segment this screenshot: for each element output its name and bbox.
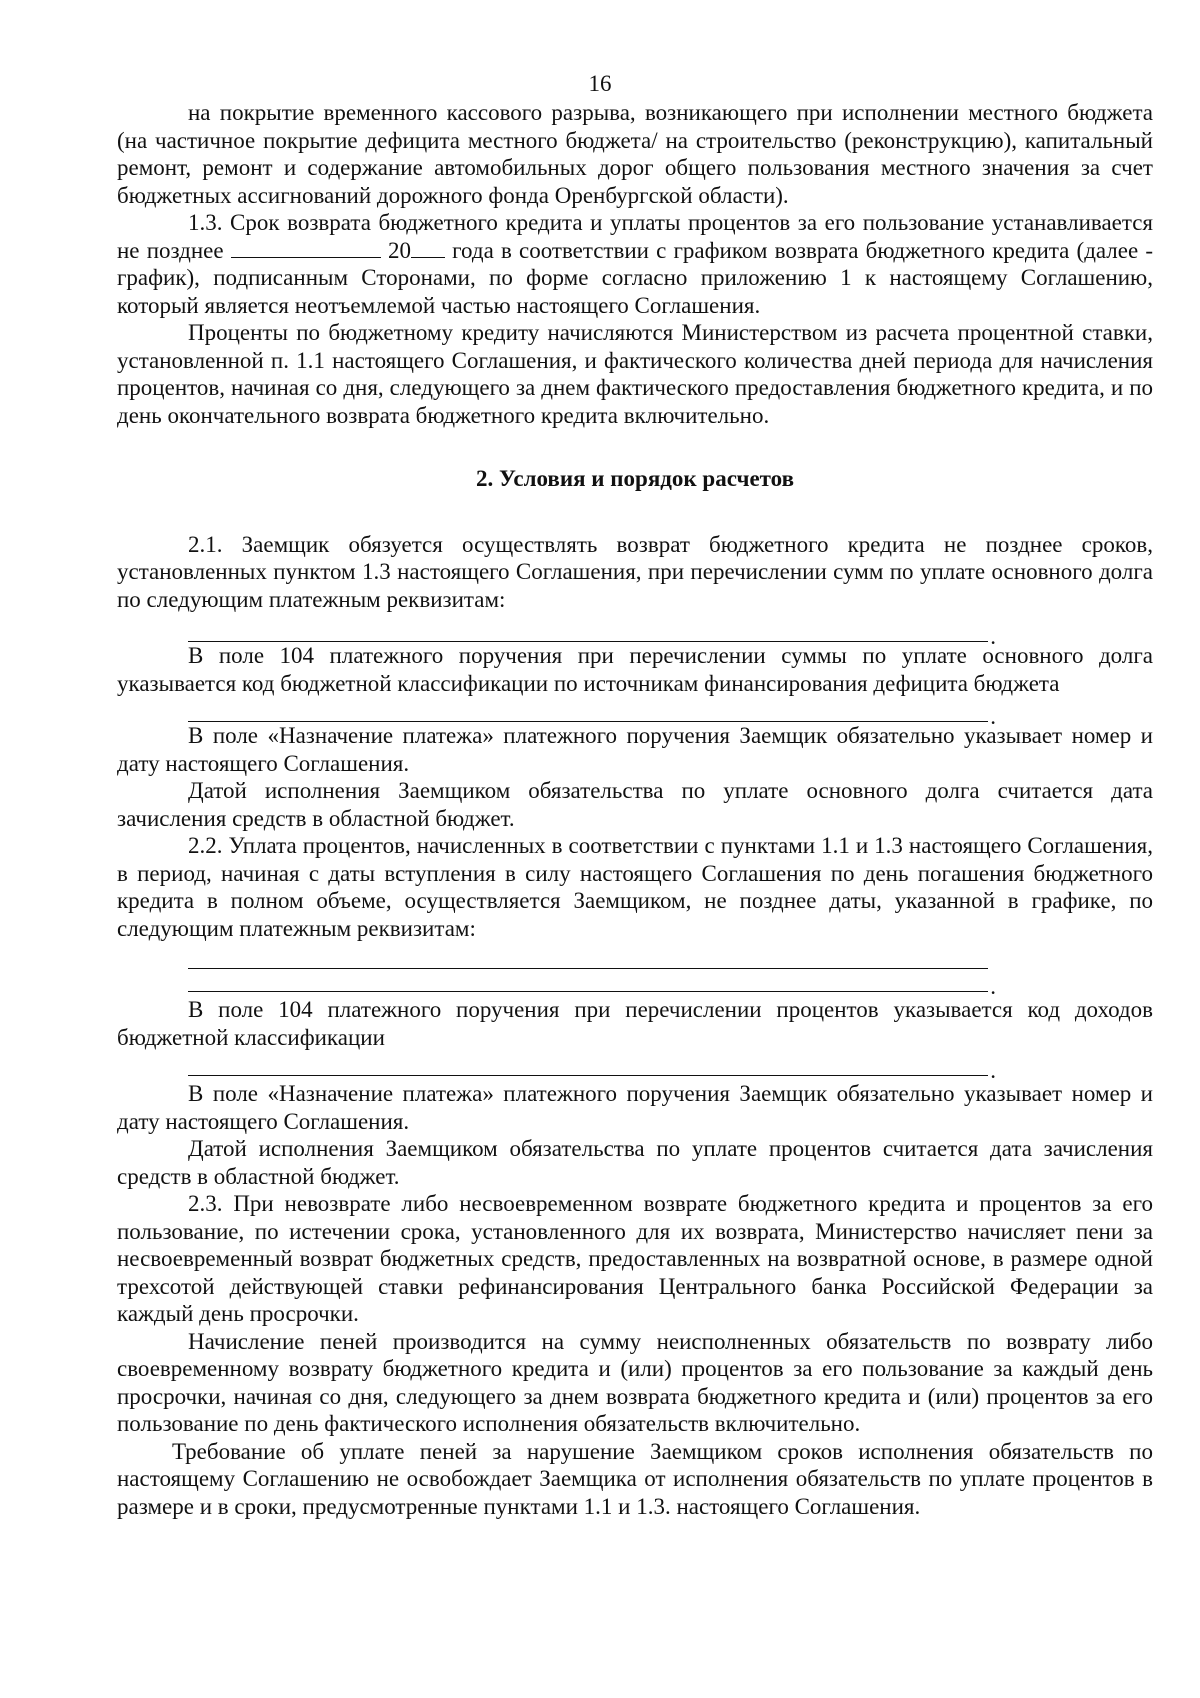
paragraph-2-1-repayment: 2.1. Заемщик обязуется осуществлять возврат бюджетного кредита не позднее сроков, установленных пунктом 1.3 настоящего Соглашения, при перечислении сумм по уплате основного долга по следующим платежным реквизитам: <box>117 531 1153 612</box>
paragraph-principal-execution-date: Датой исполнения Заемщиком обязательства по уплате основного долга считается дата зачисления средств в областной бюджет. <box>117 778 1153 831</box>
paragraph-field-104-interest: В поле 104 платежного поручения при перечислении процентов указывается код доходов бюджетной классификации <box>117 997 1153 1050</box>
line-end-dot: . <box>990 974 996 999</box>
interest-details-line-2 <box>188 971 996 999</box>
paragraph-penalty-requirement: Требование об уплате пеней за нарушение Заемщиком сроков исполнения обязательств по настоящему Соглашению не освобождает Заемщика от исполнения обязательств по уплате процентов в размере и в сроки, предусмотренные пунктами 1.1 и 1.3. настоящего Соглашения. <box>117 1438 1153 1519</box>
income-classification-line <box>188 1055 996 1083</box>
paragraph-payment-purpose-interest: В поле «Назначение платежа» платежного поручения Заемщик обязательно указывает номер и дату настоящего Соглашения. <box>117 1081 1153 1134</box>
paragraph-penalty-accrual: Начисление пеней производится на сумму неисполненных обязательств по возврату либо своевременному возврату бюджетного кредита и (или) процентов за его пользование за каждый день просрочки, начиная со дня, следующего за днем возврата бюджетного кредита и (или) процентов за его пользование по день фактического исполнения обязательств включительно. <box>117 1328 1153 1436</box>
section-title: 2. Условия и порядок расчетов <box>476 466 794 491</box>
paragraph-1-3-return-term <box>117 209 1153 319</box>
year-blank <box>411 239 445 258</box>
term-text-start: 1.3. Срок возврата бюджетного кредита и уплаты процентов за его пользование устанавливается не позднее <box>117 210 1153 263</box>
year-prefix: 20 <box>387 237 411 263</box>
date-blank <box>231 239 381 258</box>
line-end-dot: . <box>990 704 996 729</box>
paragraph-2-3-penalties: 2.3. При невозврате либо несвоевременном возврате бюджетного кредита и процентов за его пользование, по истечении срока, установленного для их возврата, Министерство начисляет пени за несвоевременный возврат бюджетных средств, предоставленных на возвратной основе, в размере одной трехсотой действующей ставки рефинансирования Центрального банка Российской Федерации за каждый день просрочки. <box>117 1191 1153 1326</box>
paragraph-field-104-principal: В поле 104 платежного поручения при перечислении суммы по уплате основного долга указывается код бюджетной классификации по источникам финансирования дефицита бюджета <box>117 643 1153 696</box>
paragraph-interest-accrual: Проценты по бюджетному кредиту начисляются Министерством из расчета процентной ставки, установленной п. 1.1 настоящего Соглашения, и фактического количества дней периода для начисления процентов, начиная со дня, следующего за днем фактического предоставления бюджетного кредита, и по день окончательного возврата бюджетного кредита включительно. <box>117 320 1153 428</box>
budget-classification-line <box>188 701 996 729</box>
line-end-dot: . <box>990 1058 996 1083</box>
term-text-end: года в соответствии с графиком возврата бюджетного кредита (далее - график), подписанным Сторонами, по форме согласно приложению 1 к настоящему Соглашению, который является неотъемлемой частью настоящего Соглашения. <box>117 237 1154 318</box>
paragraph-2-2-interest-payment: 2.2. Уплата процентов, начисленных в соответствии с пунктами 1.1 и 1.3 настоящего Соглашения, в период, начиная с даты вступления в силу настоящего Соглашения по день погашения бюджетного кредита в полном объеме, осуществляется Заемщиком, не позднее даты, указанной в графике, по следующим платежным реквизитам: <box>117 833 1153 941</box>
paragraph-payment-purpose-principal: В поле «Назначение платежа» платежного поручения Заемщик обязательно указывает номер и дату настоящего Соглашения. <box>117 723 1153 776</box>
document-body <box>117 99 1153 1520</box>
line-end-dot: . <box>990 624 996 649</box>
page-number: 16 <box>588 71 612 96</box>
payment-details-line <box>188 621 996 649</box>
interest-details-line-1 <box>188 948 988 969</box>
paragraph-budget-purpose: на покрытие временного кассового разрыва, возникающего при исполнении местного бюджета (на частичное покрытие дефицита местного бюджета/ на строительство (реконструкцию), капитальный ремонт, ремонт и содержание автомобильных дорог общего пользования местного значения за счет бюджетных ассигнований дорожного фонда Оренбургской области). <box>117 100 1153 208</box>
paragraph-interest-execution-date: Датой исполнения Заемщиком обязательства по уплате процентов считается дата зачисления средств в областной бюджет. <box>117 1136 1153 1189</box>
